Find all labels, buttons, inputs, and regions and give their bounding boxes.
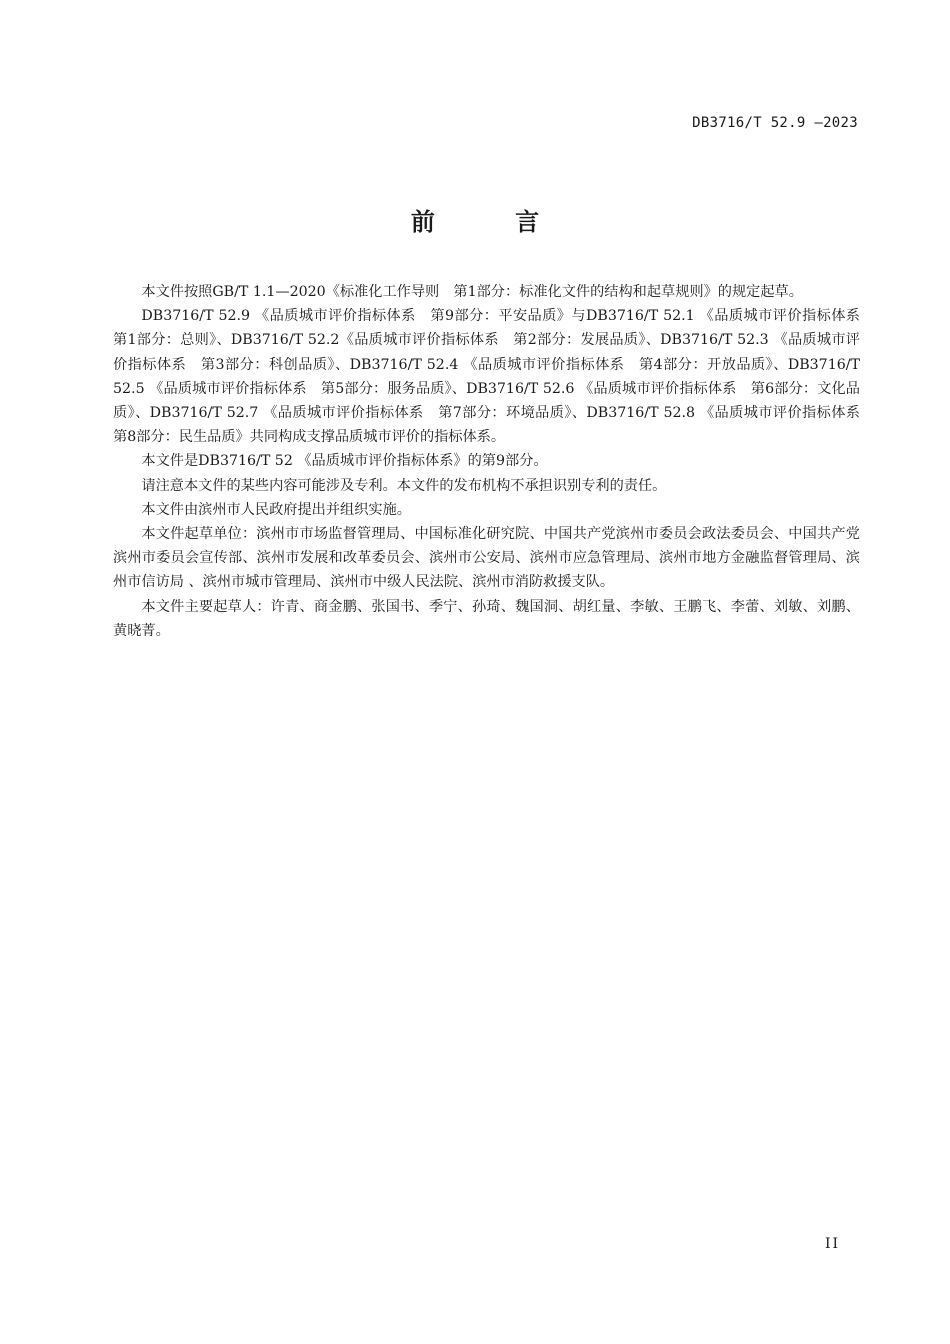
paragraph-patent-notice: 请注意本文件的某些内容可能涉及专利。本文件的发布机构不承担识别专利的责任。 — [141, 477, 667, 494]
faint-watermark — [192, 668, 867, 1312]
document-number: DB3716/T 52.9 —2023 — [692, 115, 858, 131]
page-number: II — [824, 1236, 840, 1252]
paragraph-drafters: 本文件主要起草人：许青、商金鹏、张国书、季宁、孙琦、魏国洞、胡红量、李敏、王鹏飞、李蕾、刘敏、刘鹏、黄晓菁。 — [113, 598, 860, 639]
paragraph-drafting-basis: 本文件按照GB/T 1.1—2020《标准化工作导则 第1部分：标准化文件的结构和起草规则》的规定起草。 — [141, 284, 803, 300]
paragraph-series-relation: DB3716/T 52.9 《品质城市评价指标体系 第9部分：平安品质》与DB3716/T 52.1 《品质城市评价指标体系 第1部分：总则》、DB3716/T 52.2《品质城市评价指标体系 第2部分：发展品质》、DB3716/T 52.3 《品质城市评价指标体系 第3部分：科创品质》、DB3716/T 52.4 《品质城市评价指标体系 第4部分：开放品质》、DB3716/T 52.5 《品质城市评价指标体系 第5部分：服务品质》、DB3716/T 52.6 《品质城市评价指标体系 第6部分：文化品质》、DB3716/T 52.7 《品质城市评价指标体系 第7部分：环境品质》、DB3716/T 52.8 《品质城市评价指标体系 第8部分：民生品质》共同构成支撑品质城市评价的指标体系。 — [113, 308, 875, 446]
page-title: 前 言 — [410, 208, 576, 236]
document-body — [113, 280, 875, 643]
paragraph-drafting-units: 本文件起草单位：滨州市市场监督管理局、中国标准化研究院、中国共产党滨州市委员会政法委员会、中国共产党滨州市委员会宣传部、滨州市发展和改革委员会、滨州市公安局、滨州市应急管理局、滨州市地方金融监督管理局、滨州市信访局 、滨州市城市管理局、滨州市中级人民法院、滨州市消防救援支队。 — [113, 526, 860, 591]
paragraph-part-statement: 本文件是DB3716/T 52 《品质城市评价指标体系》的第9部分。 — [141, 453, 548, 470]
paragraph-proposer: 本文件由滨州市人民政府提出并组织实施。 — [141, 501, 411, 518]
